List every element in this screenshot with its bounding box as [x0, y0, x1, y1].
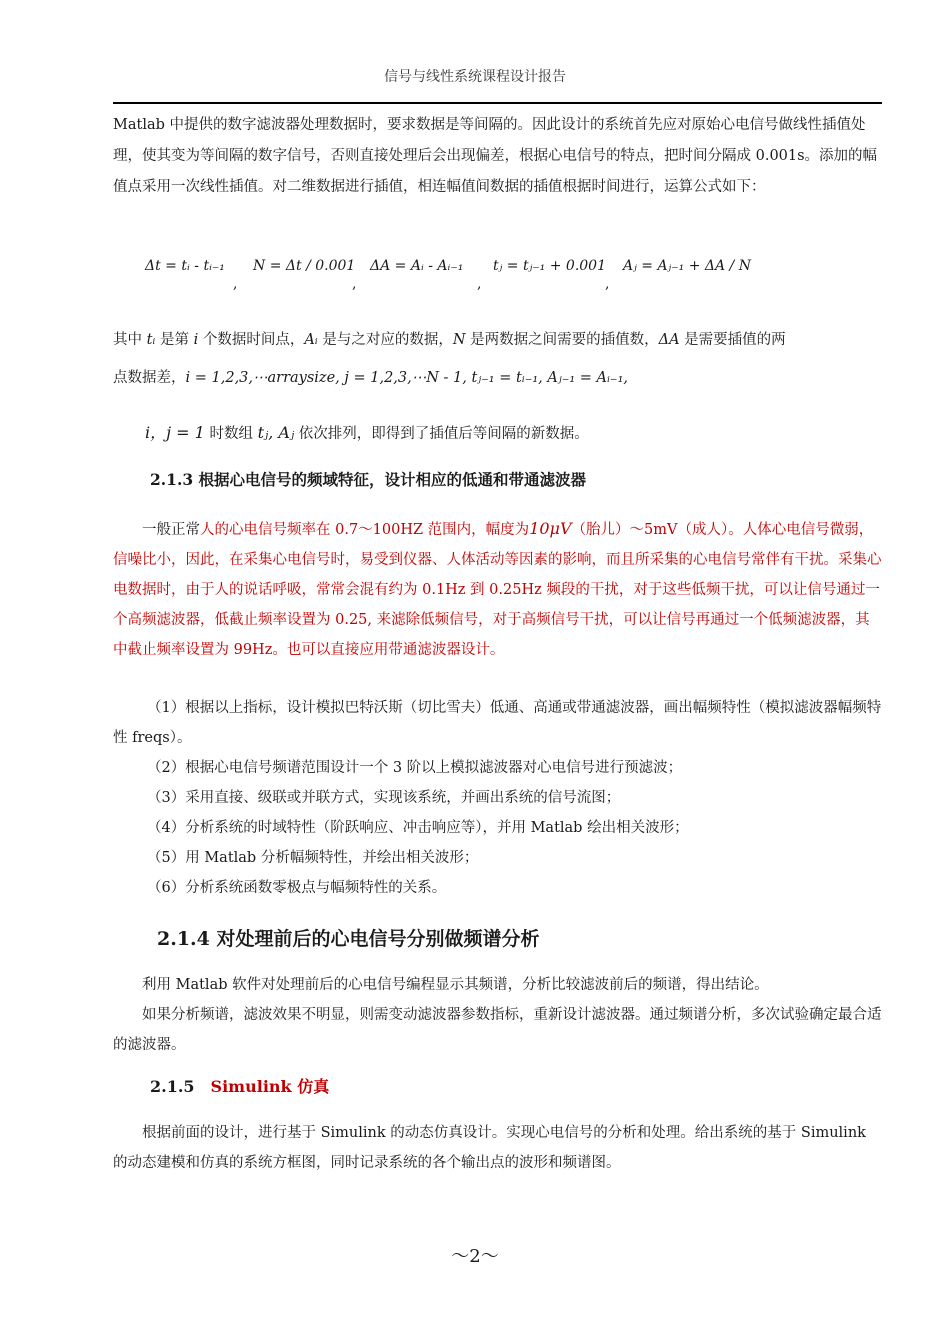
text-run: 依次排列，即得到了插值后等间隔的新数据。: [294, 426, 589, 442]
formula-separator: ,: [605, 276, 610, 292]
formula-t-j: tⱼ = tⱼ₋₁ + 0.001: [493, 258, 606, 274]
section-heading-2-1-4: 2.1.4 对处理前后的心电信号分别做频谱分析: [157, 928, 540, 950]
formula-separator: ,: [352, 276, 357, 292]
formula-separator: ,: [477, 276, 482, 292]
math-a-i: Aᵢ: [304, 332, 318, 348]
text-run: 个数据时间点，: [198, 332, 305, 348]
text-run: 是第: [155, 332, 194, 348]
explanation-line-1: [113, 328, 786, 349]
section-2-1-4-paragraph-2: 如果分析频谱，滤波效果不明显，则需变动滤波器参数指标，重新设计滤波器。通过频谱分析，多次试验确定最合适的滤波器。: [113, 1007, 882, 1053]
text-run: 一般正常: [142, 522, 200, 538]
math-index-ranges: i = 1,2,3,⋯arraysize, j = 1,2,3,⋯N - 1, tⱼ₋₁ = tᵢ₋₁, Aⱼ₋₁ = Aᵢ₋₁,: [185, 370, 629, 386]
text-run: 其中: [113, 332, 147, 348]
math-t-i: tᵢ: [146, 332, 156, 348]
section-2-1-3-paragraph: [113, 514, 882, 665]
math-n: N: [452, 332, 466, 348]
intro-paragraph: Matlab 中提供的数字滤波器处理数据时，要求数据是等间隔的。因此设计的系统首先应对原始心电信号做线性插值处理，使其变为等间隔的数字信号，否则直接处理后会出现偏差，根据心电信号的特点，把时间分隔成 0.001s。添加的幅值点采用一次线性插值。对二维数据进行插值，相连幅值间数据的插值根据时间进行，运算公式如下：: [113, 117, 878, 195]
section-2-1-4-paragraph-1: 利用 Matlab 软件对处理前后的心电信号编程显示其频谱，分析比较滤波前后的频谱，得出结论。: [142, 977, 769, 993]
list-item: （6）分析系统函数零极点与幅频特性的关系。: [147, 880, 447, 896]
math-amplitude: 10μV: [529, 519, 572, 538]
explanation-line-2: [113, 366, 628, 387]
page-header-title: 信号与线性系统课程设计报告: [384, 69, 566, 85]
math-delta-a: ΔA: [658, 332, 680, 348]
explanation-line-3: [145, 420, 589, 443]
requirements-list: [113, 693, 882, 903]
section-2-1-5-paragraph: 根据前面的设计，进行基于 Simulink 的动态仿真设计。实现心电信号的分析和处理。给出系统的基于 Simulink 的动态建模和仿真的系统方框图，同时记录系统的各个输出点的波形和频谱图。: [113, 1125, 866, 1171]
math-i: i: [193, 332, 199, 348]
text-run: 是两数据之间需要的插值数，: [465, 332, 659, 348]
heading-number: 2.1.5: [150, 1077, 195, 1096]
formula-a-j: Aⱼ = Aⱼ₋₁ + ΔA / N: [623, 258, 751, 274]
formula-delta-a: ΔA = Aᵢ - Aᵢ₋₁: [370, 258, 464, 274]
text-run: 点数据差，: [113, 370, 186, 386]
formula-separator: ,: [233, 276, 238, 292]
formula-n: N = Δt / 0.001: [253, 258, 356, 274]
text-run: 是与之对应的数据，: [317, 332, 453, 348]
red-text-run: （胎儿）～5mV（成人）。人体心电信号微弱，信噪比小，因此，在采集心电信号时，易受到仪器、人体活动等因素的影响，而且所采集的心电信号常伴有干扰。采集心电数据时，由于人的说话呼吸，常常会混有约为 0.1Hz 到 0.25Hz 频段的干扰，对于这些低频干扰，可以让信号通过一个高频滤波器，低截止频率设置为 0.25, 来滤除低频信号，对于高频信号干扰，可以让信号再通过一个低频滤波器，其中截止频率设置为 99Hz。也可以直接应用带通滤波器设计。: [113, 522, 882, 658]
section-heading-2-1-5: [150, 1074, 329, 1097]
interpolation-formulas: [145, 258, 882, 298]
list-item: （1）根据以上指标，设计模拟巴特沃斯（切比雪夫）低通、高通或带通滤波器，画出幅频特性（模拟滤波器幅频特性 freqs）。: [113, 700, 882, 746]
text-run: 是需要插值的两: [679, 332, 786, 348]
section-heading-2-1-3: 2.1.3 根据心电信号的频域特征，设计相应的低通和带通滤波器: [150, 470, 587, 489]
formula-delta-t: Δt = tᵢ - tᵢ₋₁: [145, 258, 225, 274]
math-arrays: tⱼ, Aⱼ: [257, 423, 295, 442]
list-item: （4）分析系统的时域特性（阶跃响应、冲击响应等），并用 Matlab 绘出相关波形；: [147, 820, 689, 836]
header-divider: [113, 102, 882, 104]
math-i-j-equals-1: i，j = 1: [145, 423, 205, 442]
list-item: （5）用 Matlab 分析幅频特性，并绘出相关波形；: [147, 850, 479, 866]
text-run: 时数组: [204, 426, 258, 442]
heading-text: Simulink 仿真: [210, 1077, 330, 1096]
page-number: ～2～: [451, 1246, 499, 1267]
list-item: （3）采用直接、级联或并联方式，实现该系统，并画出系统的信号流图；: [147, 790, 621, 806]
list-item: （2）根据心电信号频谱范围设计一个 3 阶以上模拟滤波器对心电信号进行预滤波；: [147, 760, 683, 776]
red-text-run: 人的心电信号频率在 0.7～100HZ 范围内，幅度为: [200, 522, 530, 538]
